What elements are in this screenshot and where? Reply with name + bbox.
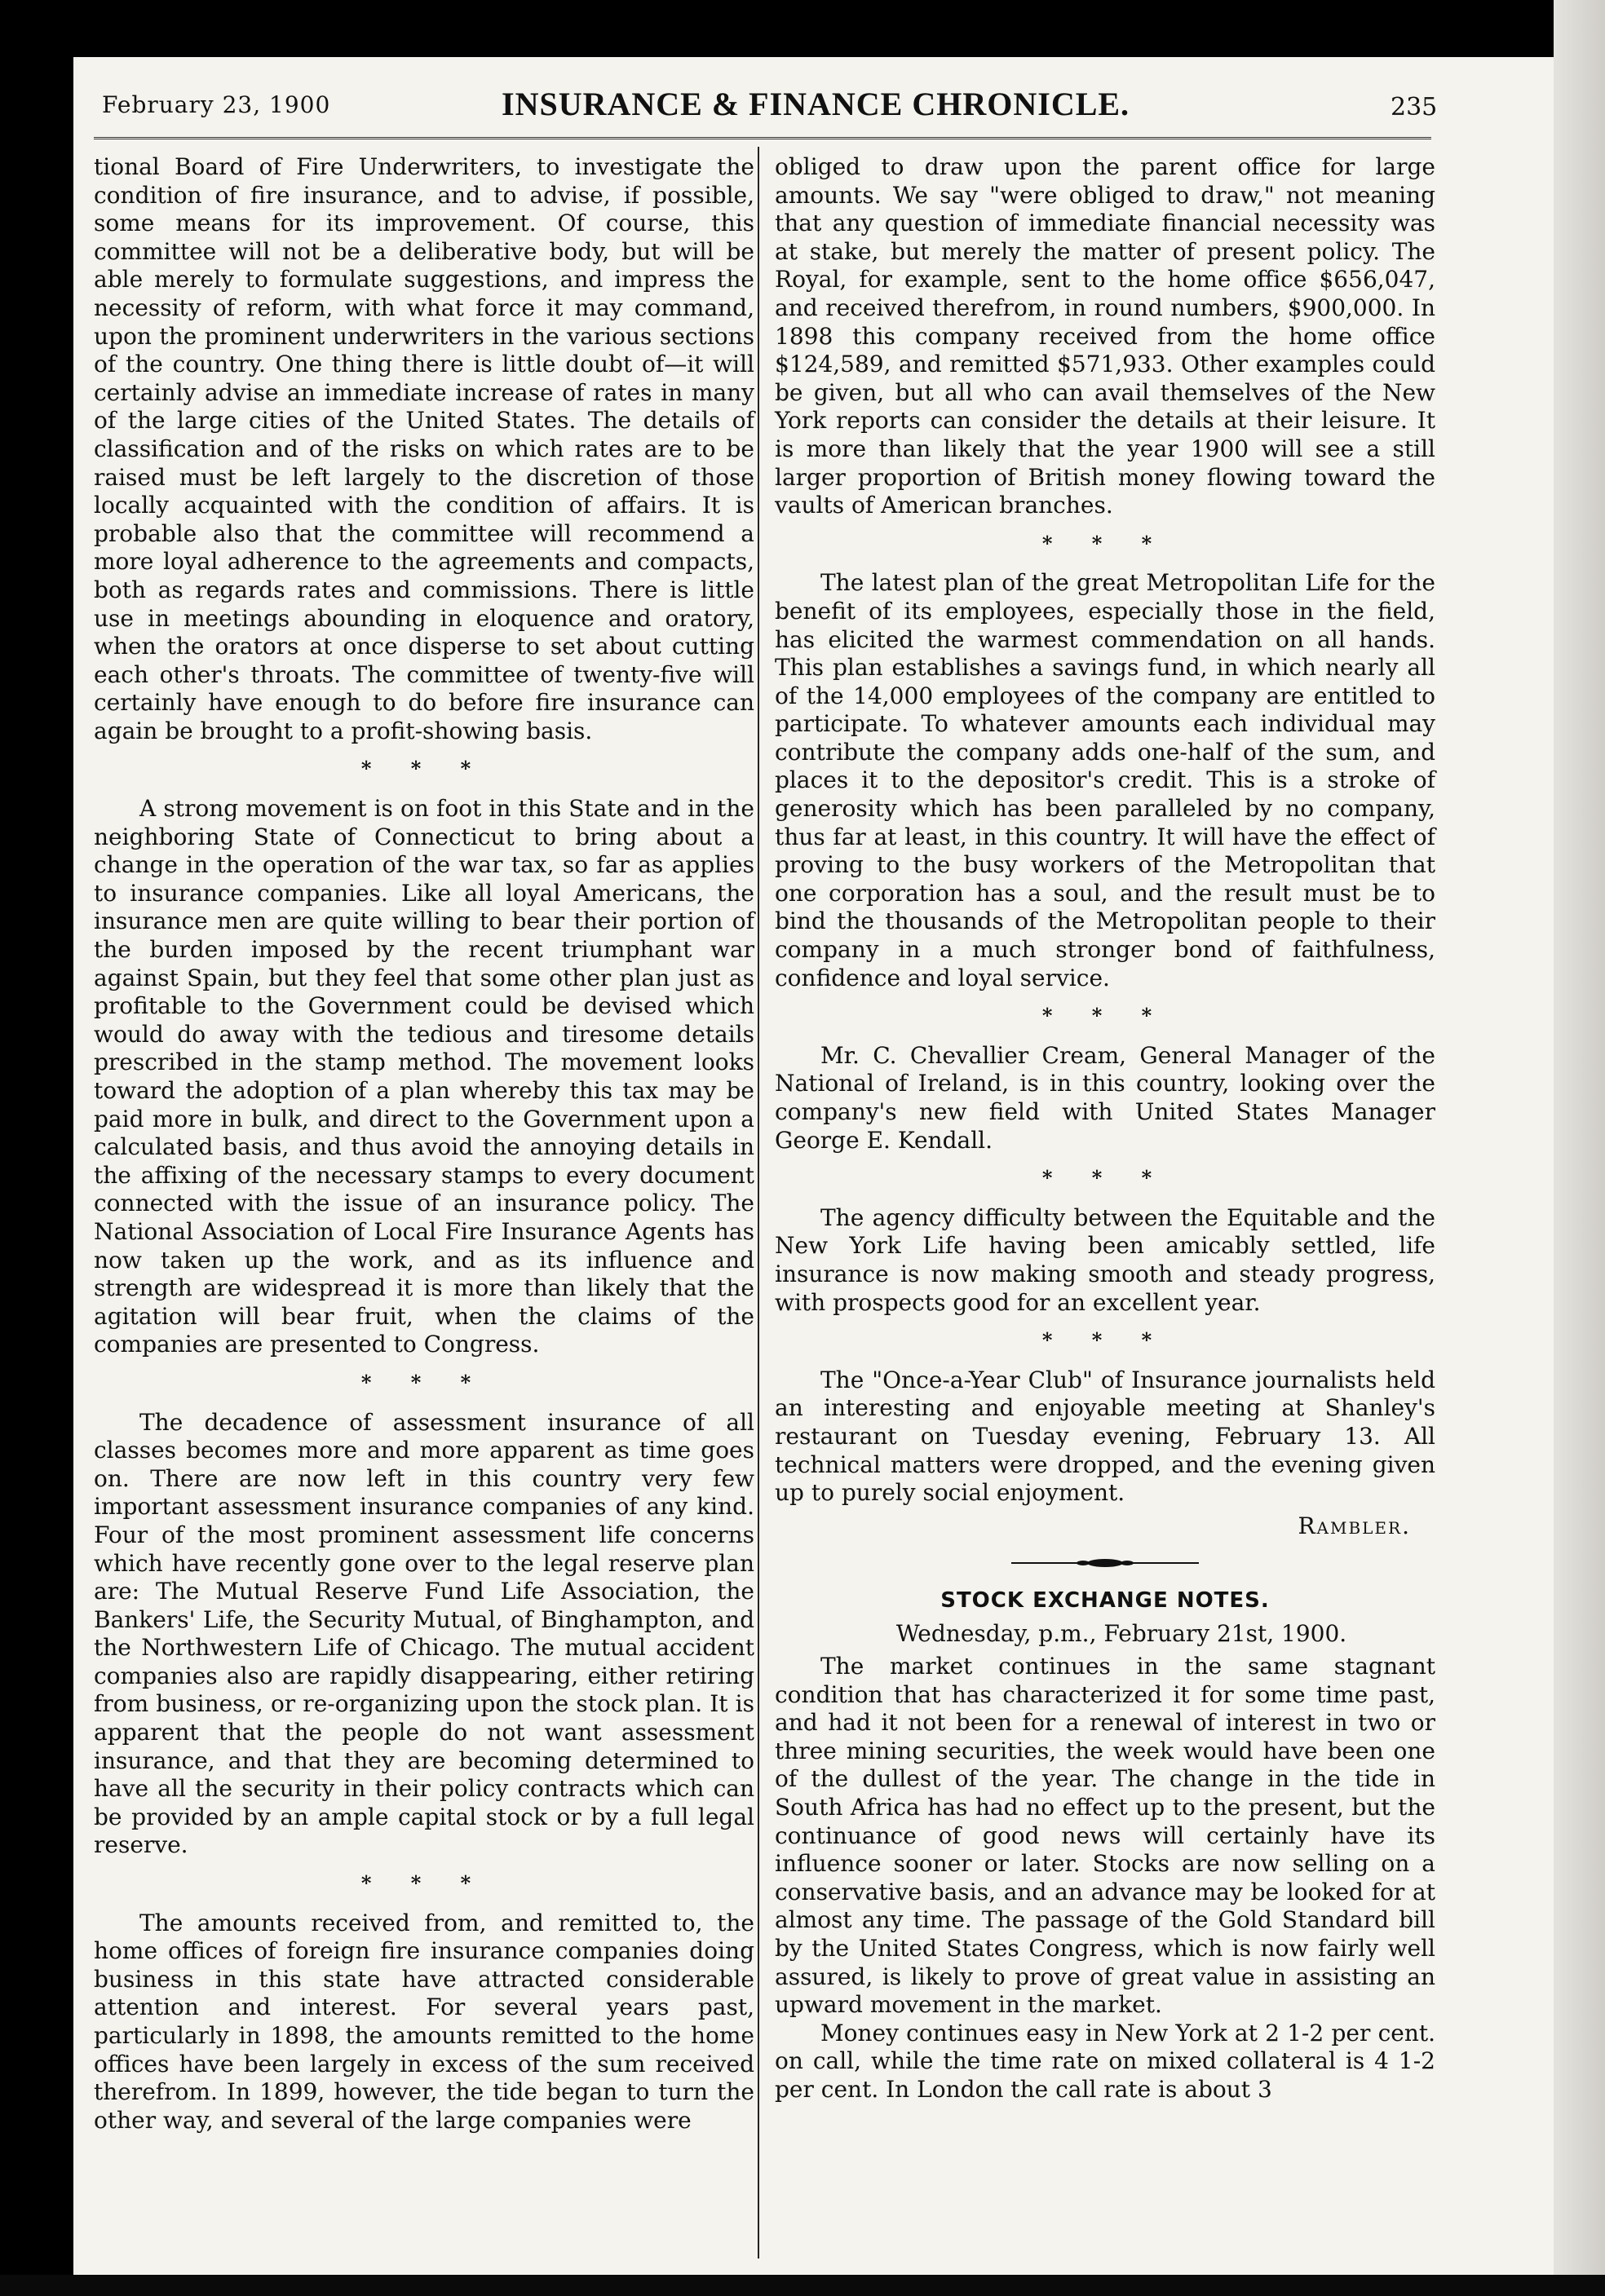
- article-paragraph: Money continues easy in New York at 2 1-2 per cent. on call, while the time rate on mixed collateral is 4 1-2 per cent. In London the call rate is about 3: [775, 2019, 1435, 2103]
- page-header: [102, 80, 1439, 129]
- scan-right-edge: [1554, 0, 1605, 2296]
- article-paragraph: The "Once-a-Year Club" of Insurance journalists held an interesting and enjoyable meeting at Shanley's restaurant on Tuesday evening, February 13. All technical matters were dropped, and the evening given up to purely social enjoyment.: [775, 1366, 1435, 1507]
- section-heading: STOCK EXCHANGE NOTES.: [940, 1587, 1270, 1613]
- article-paragraph: Mr. C. Chevallier Cream, General Manager of the National of Ireland, is in this country, looking over the company's new field with United States Manager George E. Kendall.: [775, 1041, 1435, 1154]
- article-paragraph: A strong movement is on foot in this State and in the neighboring State of Connecticut to bring about a change in the operation of the war tax, so far as applies to insurance companies. Like all loyal Americans, the insurance men are quite willing to bear their portion of the burden imposed by the recent triumphant war against Spain, but they feel that some other plan just as profitable to the Government could be devised which would do away with the tedious and tiresome details prescribed in the stamp method. The movement looks toward the adoption of a plan whereby this tax may be paid more in bulk, and direct to the Government upon a calculated basis, and thus avoid the annoying details in the affixing of the necessary stamps to every document connected with the issue of an insurance policy. The National Association of Local Fire Insurance Agents has now taken up the work, and as its influence and strength are widespread it is more than likely that the agitation will bear fruit, when the claims of the companies are presented to Congress.: [94, 795, 754, 1358]
- article-paragraph: tional Board of Fire Underwriters, to investigate the condition of fire insurance, and to advise, if possible, some means for its improvement. Of course, this committee will not be a deliberative body, but will be able merely to formulate suggestions, and impress the necessity of reform, with what force it may command, upon the prominent underwriters in the various sections of the country. One thing there is little doubt of—it will certainly advise an immediate increase of rates in many of the large cities of the United States. The details of classification and of the risks on which rates are to be raised must be left largely to the discretion of those locally acquainted with the condition of affairs. It is probable also that the committee will recommend a more loyal adherence to the agreements and compacts, both as regards rates and commissions. There is little use in meetings abounding in eloquence and oratory, when the orators at once disperse to set about cutting each other's throats. The committee of twenty-five will certainly have enough to do before fire insurance can again be brought to a profit-showing basis.: [94, 153, 754, 744]
- article-paragraph: The agency difficulty between the Equitable and the New York Life having been amicably settled, life insurance is now making smooth and steady progress, with prospects good for an excellent year.: [775, 1203, 1435, 1316]
- column-divider: [758, 147, 759, 2258]
- ornament-dash-icon: [1011, 1556, 1199, 1570]
- article-paragraph: The market continues in the same stagnant condition that has characterized it for some time past, and had it not been for a renewal of interest in two or three mining securities, the week would have been one of the dullest of the year. The change in the tide in South Africa has had no effect up to the present, but the continuance of good news will certainly have its influence sooner or later. Stocks are now selling on a conservative basis, and an advance may be looked for at almost any time. The passage of the Gold Standard bill by the United States Congress, which is now fairly well assured, is likely to prove of great value in assisting an upward movement in the market.: [775, 1653, 1435, 2019]
- page-number: 235: [1391, 93, 1438, 121]
- section-separator: * * *: [1041, 531, 1169, 555]
- right-column: [775, 153, 1435, 2104]
- newspaper-page: [77, 57, 1554, 2275]
- section-separator: * * *: [360, 757, 488, 781]
- left-column: [94, 153, 754, 2135]
- scan-bottom-edge: [0, 2275, 1605, 2296]
- ornament-rule: [775, 1548, 1435, 1577]
- section-separator: * * *: [360, 1370, 488, 1394]
- author-signature: Rambler.: [1298, 1512, 1411, 1539]
- section-separator: * * *: [1041, 1166, 1169, 1190]
- scan-left-edge: [0, 0, 73, 2296]
- section-separator: * * *: [360, 1871, 488, 1896]
- header-date: February 23, 1900: [102, 91, 331, 118]
- scan-top-edge: [0, 0, 1605, 57]
- article-paragraph: The latest plan of the great Metropolitan Life for the benefit of its employees, especially those in the field, has elicited the warmest commendation on all hands. This plan establishes a savings fund, in which nearly all of the 14,000 employees of the company are entitled to participate. To whatever amounts each individual may contribute the company adds one-half of the sum, and places it to the depositor's credit. This is a stroke of generosity which has been paralleled by no company, thus far at least, in this country. It will have the effect of proving to the busy workers of the Metropolitan that one corporation has a soul, and the result must be to bind the thousands of the Metropolitan people to their company in a much stronger bond of faithfulness, confidence and loyal service.: [775, 569, 1435, 991]
- header-rule: [94, 137, 1431, 139]
- section-separator: * * *: [1041, 1328, 1169, 1353]
- article-paragraph: The amounts received from, and remitted to, the home offices of foreign fire insurance companies doing business in this state have attracted considerable attention and interest. For several years past, particularly in 1898, the amounts remitted to the home offices have been largely in excess of the sum received therefrom. In 1899, however, the tide began to turn the other way, and several of the large companies were: [94, 1909, 754, 2134]
- article-paragraph: obliged to draw upon the parent office for large amounts. We say "were obliged to draw," not meaning that any question of immediate financial necessity was at stake, but merely the matter of present policy. The Royal, for example, sent to the home office $656,047, and received therefrom, in round numbers, $900,000. In 1898 this company received from the home office $124,589, and remitted $571,933. Other examples could be given, but all who can avail themselves of the New York reports can consider the details at their leisure. It is more than likely that the year 1900 will see a still larger proportion of British money flowing toward the vaults of American branches.: [775, 153, 1435, 519]
- section-separator: * * *: [1041, 1004, 1169, 1028]
- article-paragraph: The decadence of assessment insurance of all classes becomes more and more apparent as time goes on. There are now left in this country very few important assessment insurance companies of any kind. Four of the most prominent assessment life concerns which have recently gone over to the legal reserve plan are: The Mutual Reserve Fund Life Association, the Bankers' Life, the Security Mutual, of Binghampton, and the Northwestern Life of Chicago. The mutual accident companies also are rapidly disappearing, either retiring from business, or re-organizing upon the stock plan. It is apparent that the people do not want assessment insurance, and that they are becoming determined to have all the security in their policy contracts which can be provided by an ample capital stock or by a full legal reserve.: [94, 1408, 754, 1859]
- publication-title: INSURANCE & FINANCE CHRONICLE.: [502, 86, 1130, 122]
- dateline: Wednesday, p.m., February 21st, 1900.: [895, 1619, 1347, 1647]
